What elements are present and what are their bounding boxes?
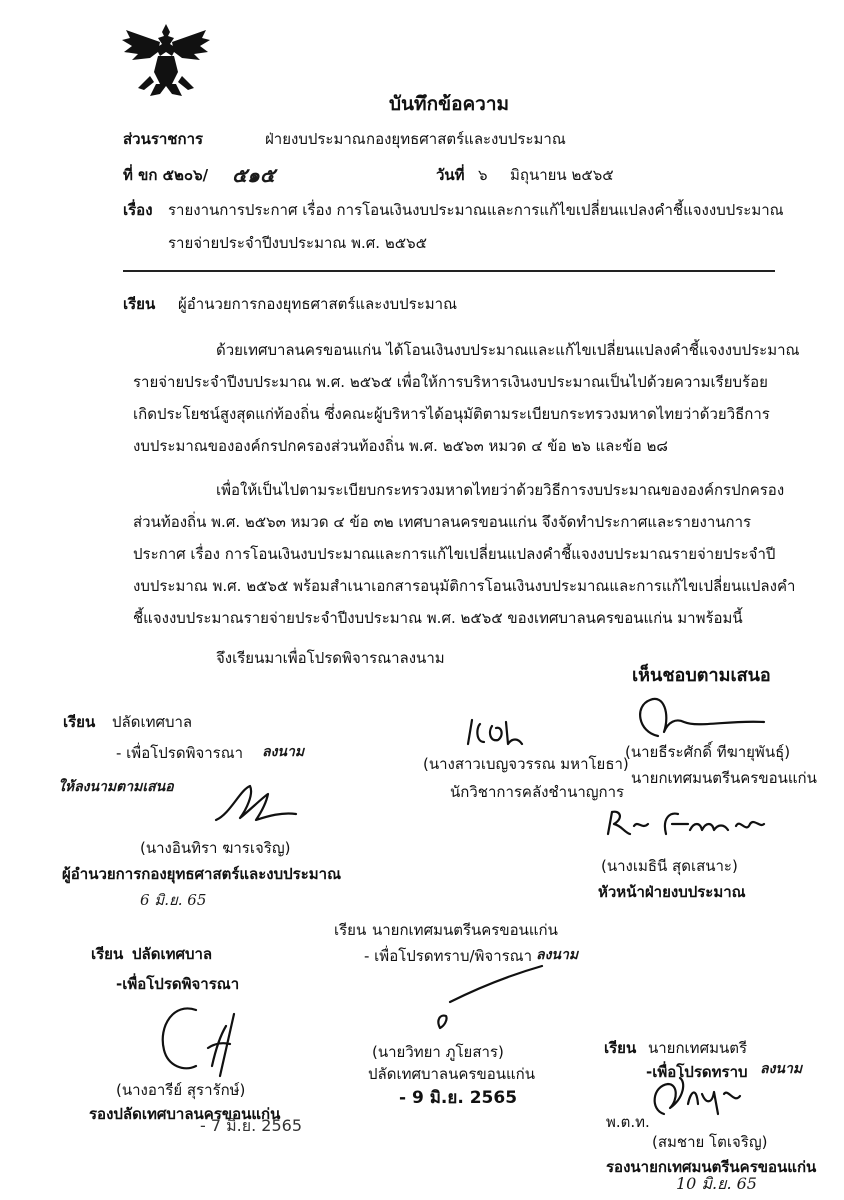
garuda-emblem xyxy=(120,22,212,98)
rb2-signer-position: รองนายกเทศมนตรีนครขอนแก่น xyxy=(606,1158,817,1176)
rb1-signer2-name: (นางเมธินี สุดเสนาะ) xyxy=(601,857,738,875)
memo-title: บันทึกข้อความ xyxy=(389,93,510,115)
dept-value: ฝ่ายงบประมาณ xyxy=(265,130,366,148)
rb2-handwritten-suffix: ลงนาม xyxy=(760,1061,803,1077)
lb1-purpose: - เพื่อโปรดพิจารณา xyxy=(116,744,244,762)
lb2-to-value: ปลัดเทศบาล xyxy=(132,945,213,963)
signature-methinee xyxy=(604,806,770,842)
rb2-signed-date: 10 มิ.ย. 65 xyxy=(676,1174,757,1193)
signature-wittaya xyxy=(430,962,550,1032)
p2-line-3: ประกาศ เรื่อง การโอนเงินงบประมาณและการแก้ไขเปลี่ยนแปลงคำชี้แจงงบประมาณรายจ่ายประจำปี xyxy=(133,545,776,563)
subject-label: เรื่อง xyxy=(123,201,153,219)
subject-line-2: รายจ่ายประจำปีงบประมาณ พ.ศ. ๒๕๖๕ xyxy=(168,234,427,252)
date-day: ๖ xyxy=(478,166,488,184)
cb2-signer-name: (นายวิทยา ภูโยสาร) xyxy=(372,1043,504,1061)
lb2-purpose: -เพื่อโปรดพิจารณา xyxy=(116,975,240,993)
p2-line-5: ชี้แจงงบประมาณรายจ่ายประจำปีงบประมาณ พ.ศ. ๒๕๖๕ ของเทศบาลนครขอนแก่น มาพร้อมนี้ xyxy=(133,609,743,627)
lb1-to-label: เรียน xyxy=(63,713,96,731)
cb1-signer-position: นักวิชาการคลังชำนาญการ xyxy=(450,783,625,801)
p2-line-4: งบประมาณ พ.ศ. ๒๕๖๕ พร้อมสำเนาเอกสารอนุมัติการโอนเงินงบประมาณและการแก้ไขเปลี่ยนแปลงคำ xyxy=(133,577,796,595)
rb2-purpose: -เพื่อโปรดทราบ xyxy=(646,1063,748,1081)
to-value: ผู้อำนวยการกองยุทธศาสตร์และงบประมาณ xyxy=(178,295,458,313)
closing-line: จึงเรียนมาเพื่อโปรดพิจารณาลงนาม xyxy=(216,649,445,667)
lb1-signed-date: 6 มิ.ย. 65 xyxy=(140,891,207,909)
lb1-handwritten-suffix: ลงนาม xyxy=(262,744,305,760)
signature-aree xyxy=(150,996,260,1080)
lb1-signer-position: ผู้อำนวยการกองยุทธศาสตร์และงบประมาณ xyxy=(62,865,342,883)
cb2-signer-position: ปลัดเทศบาลนครขอนแก่น xyxy=(368,1065,535,1083)
to-label: เรียน xyxy=(123,295,156,313)
rb2-rank: พ.ต.ท. xyxy=(606,1113,650,1131)
cb1-signer-name: (นางสาวเบญจวรรณ มหาโยธา) xyxy=(423,755,629,773)
p1-line-1: ด้วยเทศบาลนครขอนแก่น ได้โอนเงินงบประมาณและแก้ไขเปลี่ยนแปลงคำชี้แจงงบประมาณ xyxy=(216,341,800,359)
lb2-to-label: เรียน xyxy=(91,945,124,963)
ref-number: ๕๑๕ xyxy=(232,163,275,187)
cb2-handwritten-suffix: ลงนาม xyxy=(536,947,579,963)
cb2-stamp-date: - 9 มิ.ย. 2565 xyxy=(399,1088,518,1108)
date-label: วันที่ xyxy=(436,166,465,184)
signature-benjawan xyxy=(462,714,532,752)
lb2-signer-position: รองปลัดเทศบาลนครขอนแก่น xyxy=(89,1105,281,1123)
signature-inthira xyxy=(210,780,300,828)
p2-line-2: ส่วนท้องถิ่น พ.ศ. ๒๕๖๓ หมวด ๔ ข้อ ๓๒ เทศบาลนครขอนแก่น จึงจัดทำประกาศและรายงานการ xyxy=(133,513,752,531)
rb1-signer2-position: หัวหน้าฝ่ายงบประมาณ xyxy=(598,883,746,901)
p1-line-3: เกิดประโยชน์สูงสุดแก่ท้องถิ่น ซึ่งคณะผู้บริหารได้อนุมัติตามระเบียบกระทรวงมหาดไทยว่าด้วยวิธีการ xyxy=(133,405,770,423)
header-divider xyxy=(123,270,775,272)
rb1-signer-position: นายกเทศมนตรีนครขอนแก่น xyxy=(631,769,817,787)
rb1-signer-name: (นายธีระศักดิ์ ทีฆายุพันธุ์) xyxy=(625,743,791,761)
lb1-to-value: ปลัดเทศบาล xyxy=(112,713,193,731)
cb2-to-label: เรียน xyxy=(334,921,367,939)
dept-value-2: กองยุทธศาสตร์และงบประมาณ xyxy=(366,130,566,148)
lb2-stamp-date: - 7 มิ.ย. 2565 xyxy=(200,1116,303,1135)
p1-line-2: รายจ่ายประจำปีงบประมาณ พ.ศ. ๒๕๖๕ เพื่อให้การบริหารเงินงบประมาณเป็นไปด้วยความเรียบร้อย xyxy=(133,373,768,391)
lb1-signer-name: (นางอินทิรา ฆารเจริญ) xyxy=(140,839,291,857)
approval-text: เห็นชอบตามเสนอ xyxy=(632,665,771,686)
dept-label: ส่วนราชการ xyxy=(123,130,204,148)
p2-line-1: เพื่อให้เป็นไปตามระเบียบกระทรวงมหาดไทยว่าด้วยวิธีการงบประมาณขององค์กรปกครอง xyxy=(216,481,785,499)
lb2-signer-name: (นางอารีย์ สุรารักษ์) xyxy=(116,1081,246,1099)
lb1-handwritten-note: ให้ลงนามตามเสนอ xyxy=(58,779,174,795)
ref-label: ที่ ขก ๕๒๐๖/ xyxy=(123,166,209,184)
signature-somchai xyxy=(644,1074,744,1126)
subject-line-1: รายงานการประกาศ เรื่อง การโอนเงินงบประมาณและการแก้ไขเปลี่ยนแปลงคำชี้แจงงบประมาณ xyxy=(168,201,784,219)
rb2-signer-name: (สมชาย โตเจริญ) xyxy=(652,1133,768,1151)
date-rest: มิถุนายน ๒๕๖๕ xyxy=(510,166,614,184)
rb2-to-label: เรียน xyxy=(604,1039,637,1057)
p1-line-4: งบประมาณขององค์กรปกครองส่วนท้องถิ่น พ.ศ. ๒๕๖๓ หมวด ๔ ข้อ ๒๖ และข้อ ๒๘ xyxy=(133,437,668,455)
cb2-purpose: - เพื่อโปรดทราบ/พิจารณา xyxy=(364,947,533,965)
rb2-to-value: นายกเทศมนตรี xyxy=(648,1039,748,1057)
cb2-to-value: นายกเทศมนตรีนครขอนแก่น xyxy=(372,921,558,939)
